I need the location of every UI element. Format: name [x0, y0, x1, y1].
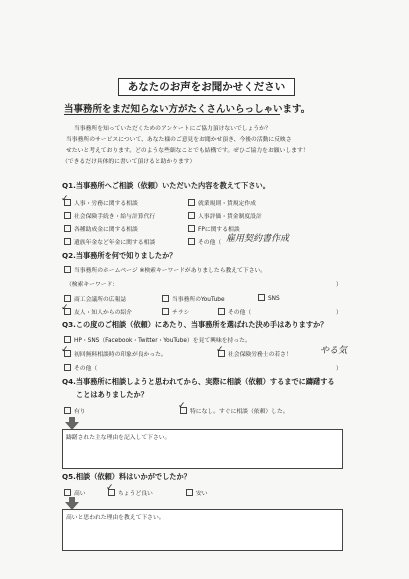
q1-option-4[interactable]: 人事評価・賃金制度設計	[188, 211, 262, 220]
q3-option-4[interactable]: その他（	[64, 363, 97, 372]
page-title: あなたのお声をお聞かせください	[118, 78, 295, 96]
intro-line-2: 当事務所のサービスについて、あなた様のご意見をお聞かせ頂き、今後の活動に反映さ	[66, 137, 292, 143]
q2-option-2[interactable]: 当事務所のYouTube	[162, 294, 225, 303]
checkbox[interactable]	[64, 238, 71, 245]
q4-option-1[interactable]: 有り	[64, 406, 86, 415]
checkbox[interactable]	[64, 336, 71, 343]
intro-line-4: （できるだけ具体的に書いて頂けると助かります）	[62, 159, 196, 165]
checkbox[interactable]	[64, 295, 71, 302]
checkbox[interactable]	[218, 308, 225, 315]
q3-option-1[interactable]: HP・SNS（Facebook・Twitter・YouTube）を見て興味を持った。	[64, 335, 251, 344]
q1-option-5[interactable]: 各種助成金に関する相談	[64, 224, 138, 233]
q4-reason-label: 躊躇された主な理由を記入して下さい。	[66, 435, 171, 441]
checkbox[interactable]	[258, 294, 265, 301]
checkmark-icon: ✓	[61, 303, 69, 313]
q3-option-2[interactable]: 初回無料相談時の印象が良かった。	[64, 349, 167, 358]
q1-option-6[interactable]: FPに関する相談	[188, 224, 240, 233]
checkbox[interactable]	[64, 266, 71, 273]
q5-reason-label: 高いと思われた理由を教えて下さい。	[66, 515, 165, 521]
checkbox[interactable]	[188, 199, 195, 206]
q4-label-line-2: ことはありましたか？	[76, 390, 148, 399]
q1-option-2[interactable]: 就業規則・賃規定作成	[188, 198, 256, 207]
checkmark-icon: ✓	[61, 194, 69, 204]
q2-option-6[interactable]: その他（	[218, 307, 251, 316]
q1-label: Q1.当事務所へご相談（依頼）いただいた内容を教えて下さい。	[62, 181, 270, 190]
q5-label: Q5.相談（依頼）料はいかがでしたか？	[62, 472, 191, 481]
q2-option-3[interactable]: SNS	[258, 294, 280, 302]
checkbox[interactable]	[64, 489, 71, 496]
q5-option-1[interactable]: 高い	[64, 488, 86, 497]
checkbox[interactable]	[64, 225, 71, 232]
q2-label: Q2.当事務所を何で知りましたか？	[62, 251, 177, 260]
checkbox[interactable]	[188, 225, 195, 232]
q4-option-2[interactable]: 特になし。すぐに相談（依頼）した。	[180, 406, 289, 415]
q3-other-close: ）	[336, 366, 342, 372]
q2-option-1[interactable]: 商工会議所の広報誌	[64, 294, 126, 303]
checkmark-icon: ✓	[106, 483, 114, 493]
intro-line-1: 当事務所を知っていただくためのアンケートにご協力頂けないでしょうか？	[74, 126, 271, 132]
checkmark-icon: ✓	[178, 401, 186, 411]
q2-option-homepage[interactable]: 当事務所のホームページ ※検索キーワードがありましたら教えて下さい。	[64, 265, 266, 274]
q5-option-3[interactable]: 安い	[186, 488, 208, 497]
q4-label-line-1: Q4.当事務所に相談しようと思われてから、実際に相談（依頼）するまでに躊躇する	[62, 377, 335, 386]
checkbox[interactable]	[64, 407, 71, 414]
q3-label: Q3.この度のご相談（依頼）にあたり、当事務所を選ばれた決め手はありますか？	[62, 320, 328, 329]
q5-option-2[interactable]: ちょうど良い	[108, 488, 153, 497]
q1-option-1[interactable]: 人事・労務に関する相談	[64, 198, 138, 207]
q2-option-5[interactable]: チラシ	[162, 307, 189, 316]
checkmark-icon: ✓	[216, 345, 224, 355]
q1-option-3[interactable]: 社会保険手続き・給与計算代行	[64, 211, 155, 220]
checkbox[interactable]	[186, 489, 193, 496]
q2-other-close: ）	[336, 310, 342, 316]
q2-option-4[interactable]: 友人・知人からの紹介	[64, 307, 132, 316]
q3-option-3[interactable]: 社会保険労務士の若さ！	[218, 349, 292, 358]
q5-reason-textarea[interactable]	[62, 509, 343, 551]
checkbox[interactable]	[188, 212, 195, 219]
intro-line-3: せたいと考えております。どのような些細なことでも結構です。ぜひご協力をお願いします！	[66, 148, 309, 154]
checkmark-icon: ✓	[61, 345, 69, 355]
headline: 当事務所をまだ知らない方がたくさんいらっしゃいます。	[64, 104, 311, 115]
checkbox[interactable]	[64, 212, 71, 219]
q4-reason-textarea[interactable]	[62, 429, 343, 469]
checkbox[interactable]	[188, 238, 195, 245]
q1-handwritten-answer: 雇用契約書作成	[226, 234, 290, 244]
checkbox[interactable]	[162, 295, 169, 302]
checkbox[interactable]	[64, 364, 71, 371]
q1-option-8[interactable]: その他（	[188, 237, 221, 246]
headline-underline	[64, 114, 280, 115]
q1-option-7[interactable]: 遺族年金など年金に関する相談	[64, 237, 155, 246]
q3-handwritten-answer: やる気	[320, 346, 348, 356]
q2-keyword-label: （検索キーワード：	[66, 282, 119, 288]
q2-keyword-close: ）	[336, 282, 342, 288]
checkbox[interactable]	[162, 308, 169, 315]
